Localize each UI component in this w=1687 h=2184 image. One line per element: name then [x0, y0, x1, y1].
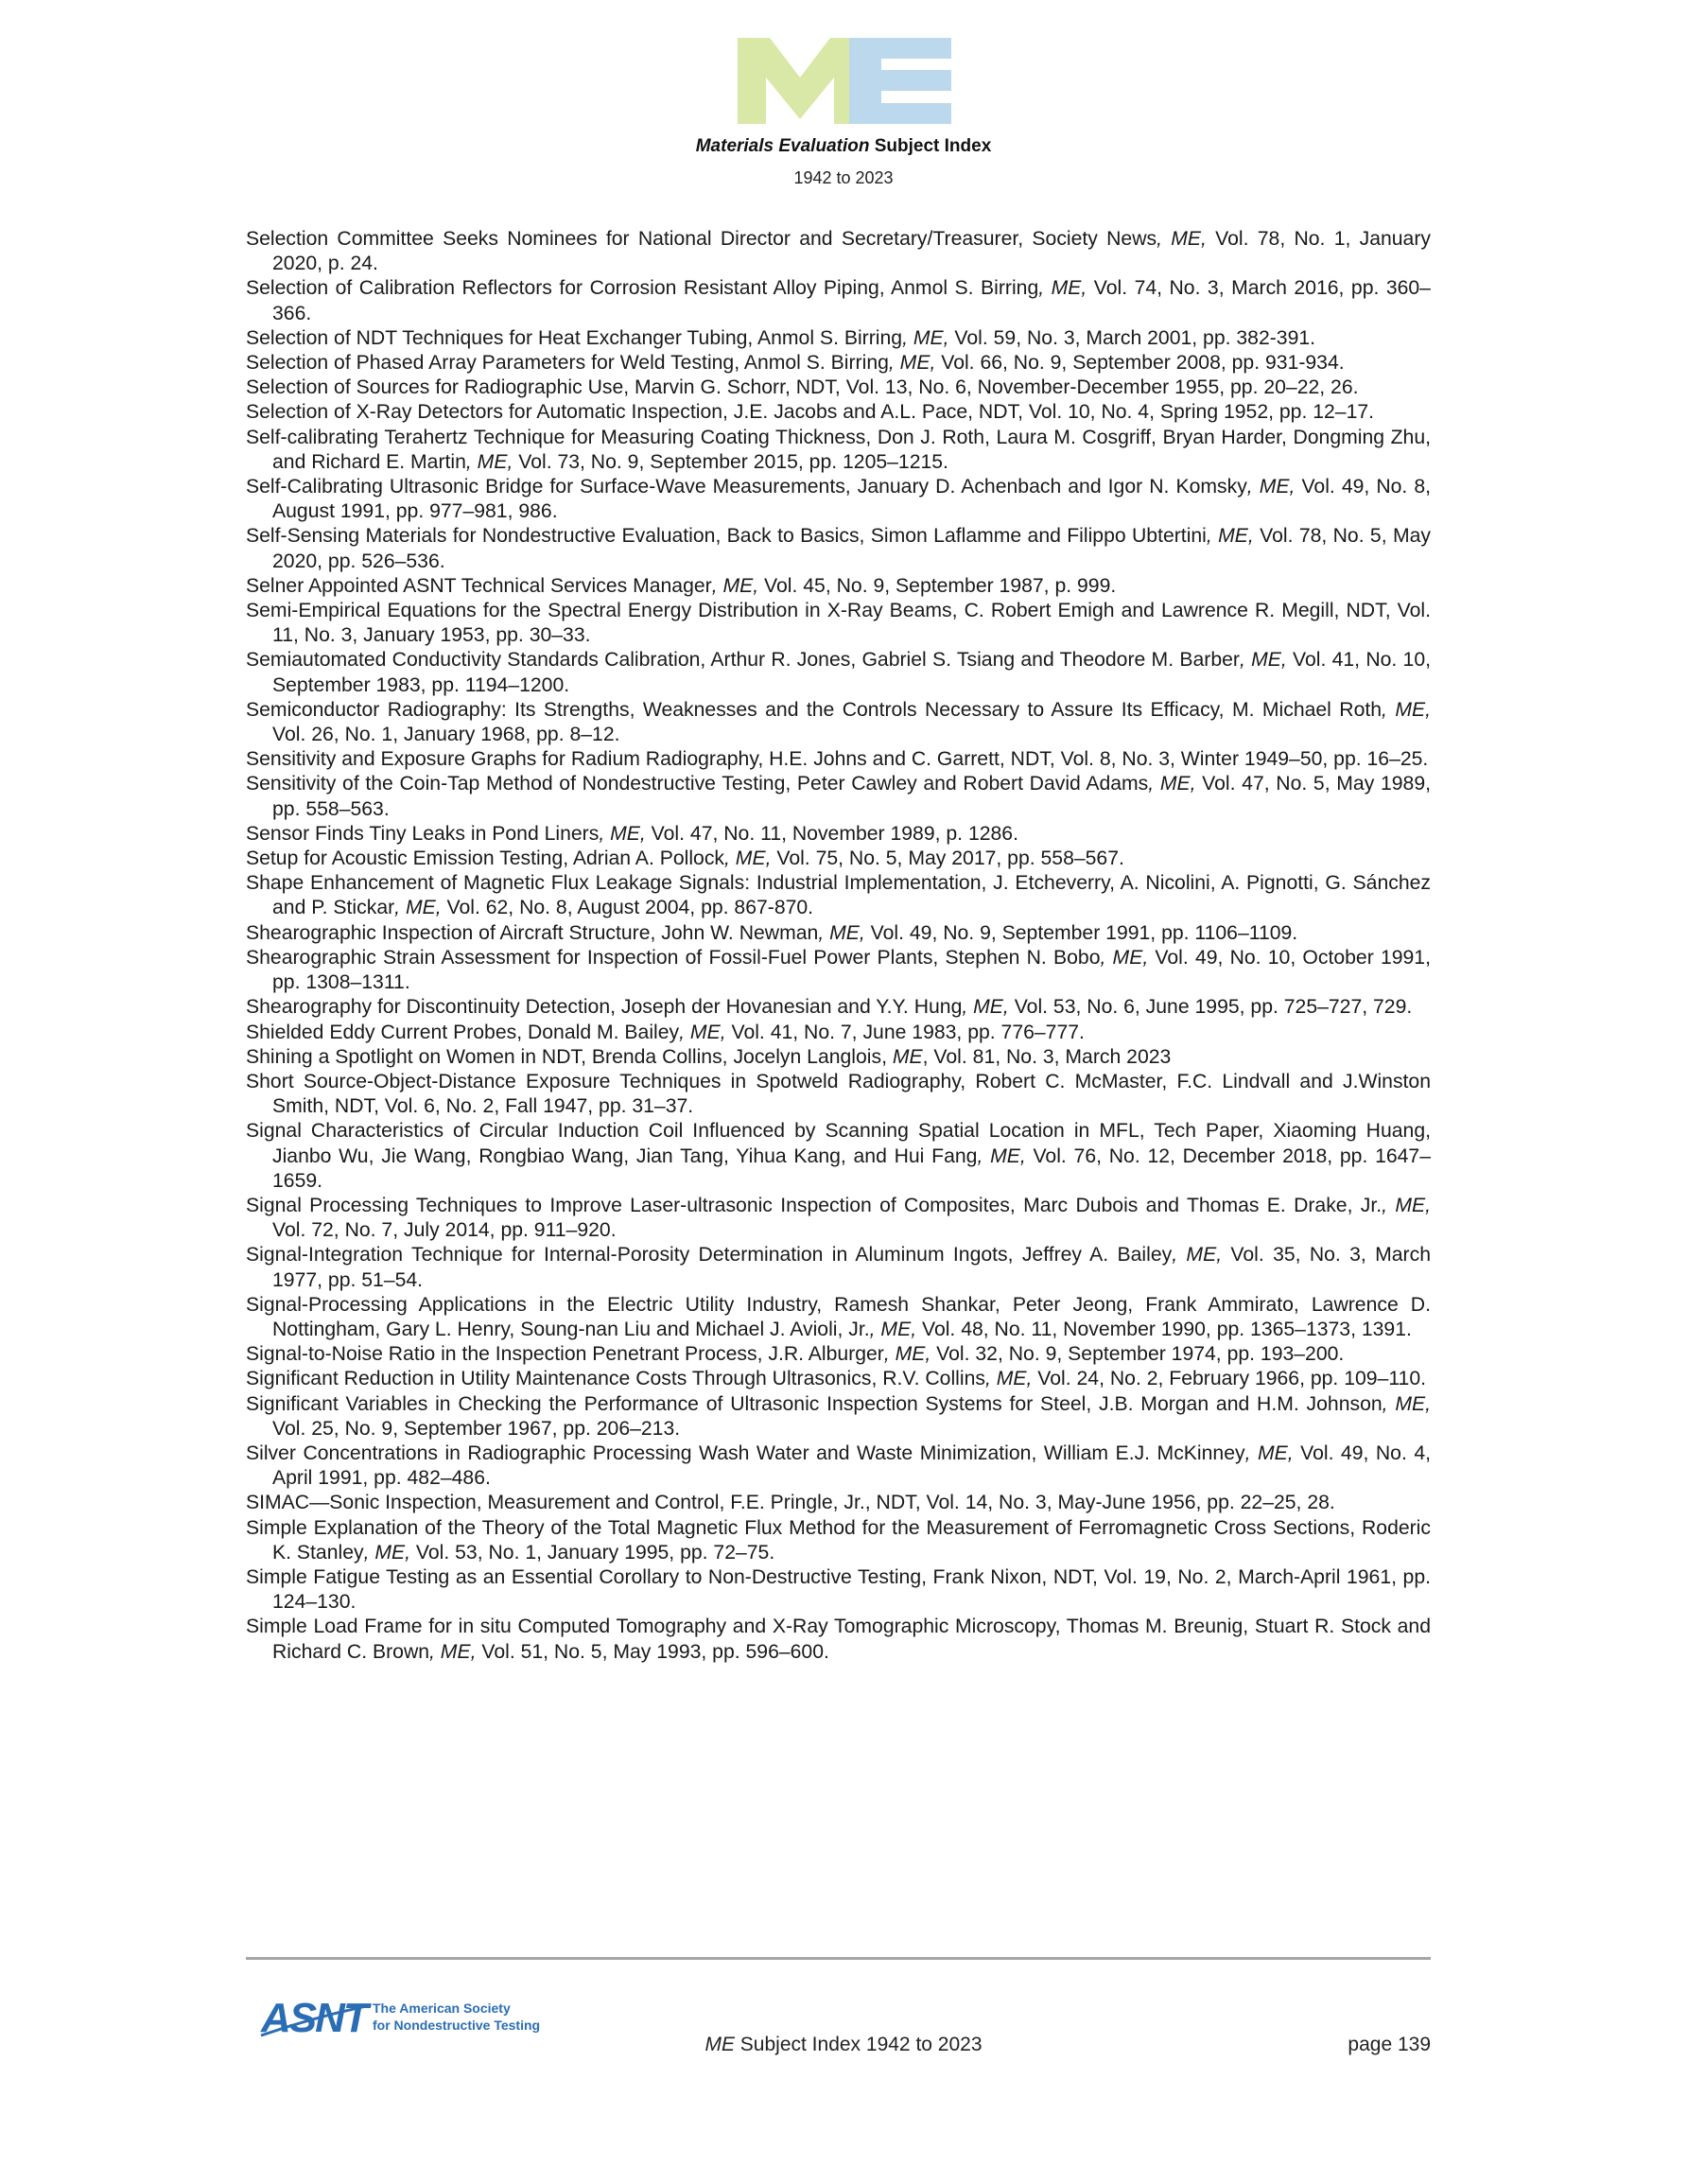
entry-publication: , ME,	[818, 921, 865, 944]
entry-citation: Vol. 41, No. 7, June 1983, pp. 776–777.	[725, 1021, 1085, 1043]
entry-citation: Vol. 76, No. 12, December 2018, pp. 1647–1659.	[272, 1144, 1431, 1192]
entry-text: Selection of Sources for Radiographic Use, Marvin G. Schorr, NDT, Vol. 13, No. 6, November-December 1955, pp. 20–22, 26.	[246, 376, 1359, 399]
entry-publication: , ME,	[1382, 698, 1431, 721]
index-entry	[246, 475, 1431, 524]
entry-citation: , Vol. 81, No. 3, March 2023	[922, 1045, 1172, 1068]
index-entry	[246, 1516, 1431, 1565]
entry-publication: , ME,	[883, 1343, 931, 1366]
entry-citation: Vol. 73, No. 9, September 2015, pp. 1205–1215.	[513, 450, 948, 473]
index-entry	[246, 227, 1431, 276]
entry-text: Self-Calibrating Ultrasonic Bridge for Surface-Wave Measurements, January D. Achenbach and Igor N. Komsky	[246, 476, 1247, 498]
entry-text: Shining a Spotlight on Women in NDT, Brenda Collins, Jocelyn Langlois,	[246, 1045, 893, 1068]
entry-publication: , ME,	[1038, 277, 1087, 300]
entry-text: Self-calibrating Terahertz Technique for Measuring Coating Thickness, Don J. Roth, Laura M. Cosgriff, Bryan Harder, Dongming Zhu, and Richard E. Martin	[246, 426, 1431, 473]
entry-text: Sensor Finds Tiny Leaks in Pond Liners	[246, 822, 600, 845]
entry-text: Silver Concentrations in Radiographic Processing Wash Water and Waste Minimization, William E.J. McKinney	[246, 1441, 1245, 1464]
entry-text: Semiconductor Radiography: Its Strengths, Weaknesses and the Controls Necessary to Assure Its Efficacy, M. Michael Roth	[246, 698, 1383, 721]
index-entry	[246, 1021, 1431, 1045]
entry-publication: , ME,	[679, 1021, 726, 1043]
index-entry	[246, 698, 1431, 747]
entry-publication: , ME,	[1148, 773, 1196, 795]
entry-citation: Vol. 75, No. 5, May 2017, pp. 558–567.	[771, 847, 1124, 870]
entry-text: Shielded Eddy Current Probes, Donald M. Bailey	[246, 1021, 680, 1043]
entry-citation: Vol. 53, No. 6, June 1995, pp. 725–727, 729.	[1008, 996, 1413, 1019]
entry-publication: , ME,	[1382, 1392, 1431, 1415]
index-entry	[246, 574, 1431, 599]
index-entry	[246, 1070, 1431, 1119]
index-entry	[246, 921, 1431, 946]
entry-publication: , ME,	[465, 450, 513, 473]
entry-citation: Vol. 66, No. 9, September 2008, pp. 931-934.	[935, 352, 1345, 375]
index-entry	[246, 1565, 1431, 1615]
entry-text: Simple Explanation of the Theory of the Total Magnetic Flux Method for the Measurement of Ferromagnetic Cross Sections, Roderic K. Stanley	[246, 1516, 1431, 1564]
entry-publication: , ME,	[1382, 1194, 1431, 1216]
entry-text: Selection of X-Ray Detectors for Automatic Inspection, J.E. Jacobs and A.L. Pace, NDT, Vol. 10, No. 4, Spring 1952, pp. 12–17.	[246, 401, 1375, 424]
entry-publication: , ME,	[1172, 1244, 1223, 1267]
entry-publication: , ME,	[1246, 476, 1296, 498]
entry-publication: , ME,	[429, 1640, 477, 1663]
index-entry	[246, 426, 1431, 475]
entry-publication: , ME,	[1244, 1441, 1294, 1464]
index-entry	[246, 1491, 1431, 1515]
index-entry	[246, 276, 1431, 325]
entry-citation: Vol. 49, No. 9, September 1991, pp. 1106–1109.	[864, 921, 1298, 944]
entry-text: Setup for Acoustic Emission Testing, Adrian A. Pollock	[246, 847, 725, 870]
entry-citation: Vol. 47, No. 11, November 1989, p. 1286.	[645, 822, 1018, 845]
index-entry	[246, 400, 1431, 425]
index-entry	[246, 1293, 1431, 1342]
entry-citation: Vol. 51, No. 5, May 1993, pp. 596–600.	[476, 1640, 829, 1663]
entry-text: Simple Load Frame for in situ Computed Tomography and X-Ray Tomographic Microscopy, Thomas M. Breunig, Stuart R. Stock and Richard C. Brown	[246, 1616, 1431, 1663]
entry-citation: Vol. 32, No. 9, September 1974, pp. 193–200.	[930, 1343, 1345, 1366]
entry-publication: , ME,	[888, 352, 936, 375]
asnt-name-line2: for Nondestructive Testing	[373, 2018, 541, 2033]
entry-citation: Vol. 24, No. 2, February 1966, pp. 109–110.	[1032, 1368, 1426, 1390]
entry-text: Shearographic Strain Assessment for Inspection of Fossil-Fuel Power Plants, Stephen N. Bobo	[246, 946, 1101, 969]
index-entry	[246, 946, 1431, 995]
index-entry	[246, 1243, 1431, 1292]
entry-publication: , ME,	[1157, 228, 1207, 250]
entry-publication: , ME,	[1239, 649, 1287, 672]
entry-citation: Vol. 47, No. 5, May 1989, pp. 558–563.	[272, 773, 1431, 820]
entry-text: Selection of NDT Techniques for Heat Exchanger Tubing, Anmol S. Birring	[246, 326, 903, 349]
index-entry	[246, 599, 1431, 648]
entry-text: Shearography for Discontinuity Detection, Joseph der Hovanesian and Y.Y. Hung	[246, 996, 963, 1019]
entry-publication: , ME,	[869, 1318, 917, 1340]
entry-citation: Vol. 41, No. 10, September 1983, pp. 1194–1200.	[272, 649, 1431, 696]
footer-title: ME Subject Index 1942 to 2023	[704, 2034, 983, 2055]
entry-citation: Vol. 78, No. 1, January 2020, p. 24.	[272, 228, 1431, 275]
entry-text: SIMAC—Sonic Inspection, Measurement and Control, F.E. Pringle, Jr., NDT, Vol. 14, No. 3, May-June 1956, pp. 22–25, 28.	[246, 1492, 1335, 1514]
footer-divider	[246, 1957, 1431, 1960]
entry-publication: , ME,	[363, 1541, 411, 1564]
index-entry	[246, 822, 1431, 847]
entry-publication: ME	[892, 1045, 923, 1068]
me-logo-icon	[738, 38, 951, 124]
index-entry	[246, 376, 1431, 400]
index-entry	[246, 1194, 1431, 1243]
index-entry	[246, 995, 1431, 1020]
entry-citation: Vol. 74, No. 3, March 2016, pp. 360–366.	[272, 277, 1431, 324]
index-entry	[246, 772, 1431, 821]
entry-citation: Vol. 49, No. 8, August 1991, pp. 977–981, 986.	[272, 476, 1432, 523]
entry-text: Short Source-Object-Distance Exposure Techniques in Spotweld Radiography, Robert C. McMaster, F.C. Lindvall and J.Winston Smith, NDT, Vol. 6, No. 2, Fall 1947, pp. 31–37.	[246, 1070, 1431, 1118]
entry-publication: , ME,	[984, 1368, 1033, 1390]
index-entry	[246, 847, 1431, 871]
entry-text: Self-Sensing Materials for Nondestructive Evaluation, Back to Basics, Simon Laflamme and Filippo Ubtertini	[246, 525, 1207, 548]
index-years: 1942 to 2023	[793, 168, 894, 187]
index-entry	[246, 1615, 1431, 1664]
entry-citation: Vol. 59, No. 3, March 2001, pp. 382-391.	[948, 326, 1316, 349]
index-entry	[246, 1367, 1431, 1391]
entry-text: Sensitivity of the Coin-Tap Method of Nondestructive Testing, Peter Cawley and Robert David Adams	[246, 773, 1149, 795]
entry-text: Selner Appointed ASNT Technical Services Manager	[246, 574, 712, 597]
entry-text: Signal-Integration Technique for Internal-Porosity Determination in Aluminum Ingots, Jeffrey A. Bailey	[246, 1244, 1173, 1267]
entry-publication: , ME,	[711, 574, 759, 597]
entry-publication: , ME,	[1100, 946, 1149, 969]
entry-text: Selection Committee Seeks Nominees for National Director and Secretary/Treasurer, Society News	[246, 228, 1157, 250]
entry-publication: , ME,	[394, 897, 442, 919]
entry-text: Selection of Calibration Reflectors for Corrosion Resistant Alloy Piping, Anmol S. Birring	[246, 277, 1039, 300]
entry-citation: Vol. 78, No. 5, May 2020, pp. 526–536.	[272, 525, 1431, 572]
entry-citation: Vol. 53, No. 1, January 1995, pp. 72–75.	[410, 1541, 775, 1564]
entry-citation: Vol. 25, No. 9, September 1967, pp. 206–213.	[272, 1417, 681, 1440]
entry-text: Selection of Phased Array Parameters for Weld Testing, Anmol S. Birring	[246, 352, 889, 375]
index-entry	[246, 871, 1431, 920]
index-title: Materials Evaluation Subject Index	[695, 136, 992, 156]
index-entry	[246, 1119, 1431, 1194]
asnt-logo-mark: ASNT	[261, 1995, 367, 2041]
entry-text: Significant Reduction in Utility Maintenance Costs Through Ultrasonics, R.V. Collins	[246, 1368, 985, 1390]
entry-publication: , ME,	[962, 996, 1009, 1019]
entry-citation: Vol. 62, No. 8, August 2004, pp. 867-870.	[441, 897, 814, 919]
entry-citation: Vol. 48, No. 11, November 1990, pp. 1365–1373, 1391.	[916, 1318, 1412, 1340]
index-entry	[246, 326, 1431, 351]
asnt-name-line1: The American Society	[373, 2001, 511, 2016]
entry-text: Shearographic Inspection of Aircraft Structure, John W. Newman	[246, 921, 819, 944]
entry-text: Significant Variables in Checking the Performance of Ultrasonic Inspection Systems for Steel, J.B. Morgan and H.M. Johnson	[246, 1392, 1383, 1415]
entry-text: Signal Characteristics of Circular Induction Coil Influenced by Scanning Spatial Location in MFL, Tech Paper, Xiaoming Huang, Jianbo Wu, Jie Wang, Rongbiao Wang, Jian Tang, Yihua Kang, and Hui Fang	[246, 1120, 1431, 1167]
entry-text: Simple Fatigue Testing as an Essential Corollary to Non-Destructive Testing, Frank Nixon, NDT, Vol. 19, No. 2, March-April 1961, pp. 124–130.	[246, 1565, 1431, 1614]
index-entry	[246, 524, 1431, 573]
index-entry	[246, 1441, 1431, 1491]
entry-publication: , ME,	[724, 847, 772, 870]
index-entry	[246, 648, 1431, 697]
entry-publication: , ME,	[599, 822, 646, 845]
index-entries	[246, 227, 1431, 1665]
index-entry	[246, 1045, 1431, 1070]
entry-citation: Vol. 49, No. 4, April 1991, pp. 482–486.	[272, 1441, 1431, 1490]
page-number: page 139	[1348, 2034, 1431, 2055]
index-entry	[246, 747, 1431, 772]
entry-text: Semiautomated Conductivity Standards Calibration, Arthur R. Jones, Gabriel S. Tsiang and Theodore M. Barber	[246, 649, 1240, 672]
entry-text: Sensitivity and Exposure Graphs for Radium Radiography, H.E. Johns and C. Garrett, NDT, Vol. 8, No. 3, Winter 1949–50, pp. 16–25.	[246, 748, 1429, 771]
entry-citation: Vol. 26, No. 1, January 1968, pp. 8–12.	[272, 724, 620, 746]
entry-citation: Vol. 45, No. 9, September 1987, p. 999.	[758, 574, 1117, 597]
entry-text: Signal Processing Techniques to Improve Laser-ultrasonic Inspection of Composites, Marc Dubois and Thomas E. Drake, Jr.	[246, 1194, 1383, 1216]
entry-citation: Vol. 35, No. 3, March 1977, pp. 51–54.	[272, 1244, 1431, 1291]
entry-text: Signal-to-Noise Ratio in the Inspection Penetrant Process, J.R. Alburger	[246, 1343, 884, 1366]
entry-text: Shape Enhancement of Magnetic Flux Leakage Signals: Industrial Implementation, J. Etcheverry, A. Nicolini, A. Pignotti, G. Sánchez and P. Stickar	[246, 872, 1431, 919]
entry-publication: , ME,	[902, 326, 949, 349]
index-entry	[246, 1342, 1431, 1367]
entry-text: Signal-Processing Applications in the Electric Utility Industry, Ramesh Shankar, Peter Jeong, Frank Ammirato, Lawrence D. Nottingham, Gary L. Henry, Soung-nan Liu and Michael J. Avioli, Jr.	[246, 1293, 1431, 1340]
entry-text: Semi-Empirical Equations for the Spectral Energy Distribution in X-Ray Beams, C. Robert Emigh and Lawrence R. Megill, NDT, Vol. 11, No. 3, January 1953, pp. 30–33.	[246, 600, 1431, 647]
index-entry	[246, 1392, 1431, 1441]
entry-publication: , ME,	[977, 1144, 1026, 1167]
entry-citation: Vol. 72, No. 7, July 2014, pp. 911–920.	[272, 1219, 617, 1242]
index-entry	[246, 351, 1431, 376]
entry-publication: , ME,	[1206, 525, 1254, 548]
entry-citation: Vol. 49, No. 10, October 1991, pp. 1308–1311.	[272, 946, 1431, 994]
